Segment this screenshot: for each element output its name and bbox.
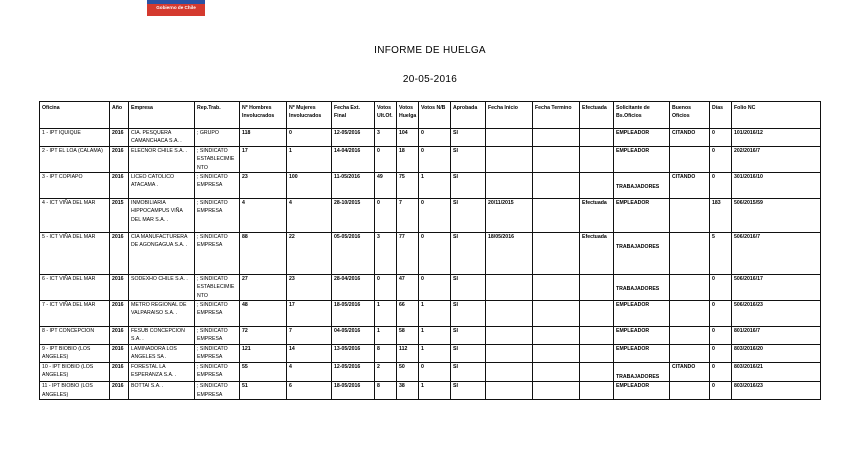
table-cell [580,363,614,382]
table-cell: 2 [375,363,397,382]
table-cell [670,275,710,301]
table-cell: TRABAJADORES [614,363,670,382]
table-cell: 0 [710,327,732,345]
table-cell [580,327,614,345]
table-cell: 1 [419,382,451,400]
table-cell [670,199,710,233]
table-cell: 27 [240,275,287,301]
table-cell: 2016 [110,327,129,345]
table-cell [533,363,580,382]
table-cell: 0 [710,173,732,199]
table-cell [533,327,580,345]
table-cell: 11 - IPT BIOBIO (LOS ANGELES) [40,382,110,400]
column-header: Votos Huelga [397,102,419,129]
table-cell: LAMINADORA LOS ANGELES SA . [129,345,195,363]
table-cell: 12-05/2016 [332,129,375,147]
table-cell: 4 [240,199,287,233]
table-cell: 66 [397,301,419,327]
table-cell: ; SINDICATO EMPRESA [195,382,240,400]
table-cell [580,147,614,173]
table-cell: INMOBILIARIA HIPPOCAMPUS VIÑA DEL MAR S.A. . [129,199,195,233]
table-cell: 101/2016/12 [732,129,821,147]
column-header: Oficina [40,102,110,129]
table-cell: SI [451,301,486,327]
table-cell: 1 [287,147,332,173]
table-cell: 2 - IPT EL LOA (CALAMA) [40,147,110,173]
column-header: Buenos Oficios [670,102,710,129]
table-row [40,233,821,275]
column-header: Votos N/B [419,102,451,129]
table-cell: 8 - IPT CONCEPCION [40,327,110,345]
table-cell: 5 - ICT VIÑA DEL MAR [40,233,110,275]
column-header: Nº Hombres Involucrados [240,102,287,129]
table-cell: ; GRUPO [195,129,240,147]
table-cell: TRABAJADORES [614,275,670,301]
table-cell: EMPLEADOR [614,129,670,147]
table-cell: SODEXHO CHILE S.A. . [129,275,195,301]
table-cell: 28-04/2016 [332,275,375,301]
table-cell [670,382,710,400]
table-cell: 0 [375,199,397,233]
table-cell [533,233,580,275]
table-cell: ; SINDICATO EMPRESA [195,363,240,382]
table-cell: 05-05/2016 [332,233,375,275]
table-row [40,147,821,173]
table-cell: SI [451,173,486,199]
table-cell [486,363,533,382]
table-cell: 47 [397,275,419,301]
table-row [40,129,821,147]
table-cell: EMPLEADOR [614,345,670,363]
table-cell: 0 [419,233,451,275]
table-cell: 18/05/2016 [486,233,533,275]
report-date: 20-05-2016 [402,74,458,85]
table-cell: CITANDO [670,363,710,382]
table-cell [533,173,580,199]
table-cell: 0 [375,275,397,301]
table-cell: EMPLEADOR [614,382,670,400]
column-header: Año [110,102,129,129]
table-cell: 75 [397,173,419,199]
table-cell [670,327,710,345]
table-row [40,173,821,199]
table-cell [533,199,580,233]
table-row [40,363,821,382]
table-cell: Efectuada [580,233,614,275]
table-cell: 1 [375,301,397,327]
table-cell: Efectuada [580,199,614,233]
table-cell: 0 [375,147,397,173]
table-cell: BOTTAI S.A. . [129,382,195,400]
table-cell [533,345,580,363]
column-header: Aprobada [451,102,486,129]
table-cell: 17 [240,147,287,173]
strike-report-table [39,101,821,400]
table-cell: 801/2016/7 [732,327,821,345]
column-header: Votos Ult.Of. [375,102,397,129]
table-row [40,345,821,363]
table-cell [533,382,580,400]
table-cell: SI [451,147,486,173]
table-cell: 803/2016/20 [732,345,821,363]
table-cell: 1 - IPT IQUIQUE [40,129,110,147]
table-cell [580,301,614,327]
table-cell: 7 [287,327,332,345]
table-cell: 18 [397,147,419,173]
report-title: INFORME DE HUELGA [374,45,486,56]
column-header: Rep.Trab. [195,102,240,129]
table-cell: 48 [240,301,287,327]
table-cell: 1 [419,327,451,345]
table-cell: 04-05/2016 [332,327,375,345]
table-cell [533,275,580,301]
table-cell: 7 - ICT VIÑA DEL MAR [40,301,110,327]
table-cell: 51 [240,382,287,400]
table-cell: 88 [240,233,287,275]
table-cell: 11-05/2016 [332,173,375,199]
table-cell: 4 - ICT VIÑA DEL MAR [40,199,110,233]
table-cell: 3 [375,129,397,147]
table-cell: SI [451,382,486,400]
table-cell: 2016 [110,147,129,173]
table-cell: 23 [287,275,332,301]
column-header: Fecha Inicio [486,102,533,129]
table-cell: ; SINDICATO EMPRESA [195,345,240,363]
table-cell [580,345,614,363]
table-cell: 50 [397,363,419,382]
table-cell: 12-05/2016 [332,363,375,382]
table-row [40,327,821,345]
table-cell: 9 - IPT BIOBIO (LOS ANGELES) [40,345,110,363]
table-cell: SI [451,345,486,363]
table-cell: TRABAJADORES [614,233,670,275]
table-cell: 2015 [110,199,129,233]
table-cell: 0 [710,129,732,147]
column-header: Días [710,102,732,129]
table-cell: 2016 [110,173,129,199]
table-cell: 1 [419,345,451,363]
logo-text: Gobierno de Chile [156,5,196,10]
table-cell [580,382,614,400]
column-header: Solicitante de Bs.Oficios [614,102,670,129]
table-cell: ; SINDICATO EMPRESA [195,327,240,345]
table-cell [486,173,533,199]
table-cell: 20/11/2015 [486,199,533,233]
table-cell: ; SINDICATO EMPRESA [195,233,240,275]
table-cell [670,147,710,173]
table-cell: EMPLEADOR [614,147,670,173]
table-cell: FESUB CONCEPCION S.A. . [129,327,195,345]
table-cell: 1 [375,327,397,345]
table-cell: 55 [240,363,287,382]
table-cell: 0 [710,382,732,400]
table-cell: 77 [397,233,419,275]
table-cell [486,129,533,147]
table-cell: 7 [397,199,419,233]
table-cell: SI [451,363,486,382]
table-cell: 8 [375,345,397,363]
table-cell: 0 [710,363,732,382]
table-cell: 803/2016/23 [732,382,821,400]
table-cell [486,275,533,301]
column-header: Fecha Termino [533,102,580,129]
table-cell: 1 [419,173,451,199]
table-cell: 28-10/2015 [332,199,375,233]
table-cell [486,382,533,400]
table-cell: METRO REGIONAL DE VALPARAISO S.A. . [129,301,195,327]
table-cell: ; SINDICATO EMPRESA [195,301,240,327]
table-cell: 22 [287,233,332,275]
table-cell: 506/2015/59 [732,199,821,233]
table-cell: EMPLEADOR [614,327,670,345]
table-cell [533,147,580,173]
table-cell: 0 [419,199,451,233]
table-cell: 6 - ICT VIÑA DEL MAR [40,275,110,301]
table-cell: CITANDO [670,173,710,199]
table-cell: 202/2016/7 [732,147,821,173]
table-cell: 0 [710,345,732,363]
table-cell: 10 - IPT BIOBIO (LOS ANGELES) [40,363,110,382]
table-cell: 1 [419,301,451,327]
table-cell: EMPLEADOR [614,301,670,327]
table-cell: 18-05/2016 [332,301,375,327]
table-cell: ; SINDICATO EMPRESA [195,199,240,233]
table-cell: 2016 [110,345,129,363]
table-cell: 506/2016/7 [732,233,821,275]
table-cell: LICEO CATOLICO ATACAMA . [129,173,195,199]
table-cell: 121 [240,345,287,363]
table-cell: 58 [397,327,419,345]
table-cell: 803/2016/21 [732,363,821,382]
table-cell: 5 [710,233,732,275]
table-cell: 118 [240,129,287,147]
table-cell: 14 [287,345,332,363]
table-cell: 2016 [110,363,129,382]
table-cell: 104 [397,129,419,147]
table-cell: 3 [375,233,397,275]
table-row [40,301,821,327]
table-cell: 8 [375,382,397,400]
table-cell [486,345,533,363]
table-cell: 0 [419,275,451,301]
table-body [40,129,821,400]
table-cell: 0 [710,301,732,327]
table-cell: 3 - IPT COPIAPO [40,173,110,199]
table-cell: 0 [710,275,732,301]
table-cell: 4 [287,199,332,233]
table-cell: ; SINDICATO ESTABLECIMIENTO [195,275,240,301]
table-cell [486,147,533,173]
table-cell: 2016 [110,382,129,400]
table-cell: 506/2016/17 [732,275,821,301]
table-row [40,275,821,301]
table-cell: 0 [419,129,451,147]
table-cell: TRABAJADORES [614,173,670,199]
table-cell [580,275,614,301]
column-header: Nº Mujeres Involucrados [287,102,332,129]
table-cell [533,301,580,327]
table-cell [533,129,580,147]
gobierno-de-chile-logo [147,0,205,16]
table-cell: SI [451,275,486,301]
table-cell: 112 [397,345,419,363]
table-cell [486,327,533,345]
table-cell: 0 [419,147,451,173]
table-cell: 301/2016/10 [732,173,821,199]
table-cell: SI [451,233,486,275]
table-row [40,382,821,400]
column-header: Empresa [129,102,195,129]
column-header: Fecha Ext. Final [332,102,375,129]
table-cell: 2016 [110,275,129,301]
table-cell [580,129,614,147]
table-cell: ; SINDICATO EMPRESA [195,173,240,199]
table-cell: ; SINDICATO ESTABLECIMIENTO [195,147,240,173]
table-cell [580,173,614,199]
table-cell [670,345,710,363]
table-cell: 14-04/2016 [332,147,375,173]
table-cell: 17 [287,301,332,327]
table-cell: 2016 [110,129,129,147]
table-cell: CITANDO [670,129,710,147]
table-cell [670,233,710,275]
table-cell: 23 [240,173,287,199]
table-cell: 13-05/2016 [332,345,375,363]
table-cell: SI [451,327,486,345]
table-cell: 6 [287,382,332,400]
table-cell: 2016 [110,301,129,327]
table-cell: 183 [710,199,732,233]
table-cell: 2016 [110,233,129,275]
table-cell: SI [451,199,486,233]
table-cell: EMPLEADOR [614,199,670,233]
table-header [40,102,821,129]
table-cell: 0 [287,129,332,147]
table-cell: 38 [397,382,419,400]
table-cell: 4 [287,363,332,382]
table-cell: 506/2016/23 [732,301,821,327]
table-cell: 18-05/2016 [332,382,375,400]
column-header: Efectuada [580,102,614,129]
table-cell: SI [451,129,486,147]
table-cell: 100 [287,173,332,199]
table-cell: ELECNOR CHILE S.A. . [129,147,195,173]
table-cell: 0 [419,363,451,382]
table-cell: 49 [375,173,397,199]
table-cell [670,301,710,327]
table-cell: CIA MANUFACTURERA DE AGONGAGUA S.A. . [129,233,195,275]
table-cell: 72 [240,327,287,345]
table-cell: CIA. PESQUERA CAMANCHACA S.A. . [129,129,195,147]
table-cell: 0 [710,147,732,173]
table-cell: FORESTAL LA ESPERANZA S.A. . [129,363,195,382]
table-row [40,199,821,233]
table-cell [486,301,533,327]
column-header: Folio NC [732,102,821,129]
